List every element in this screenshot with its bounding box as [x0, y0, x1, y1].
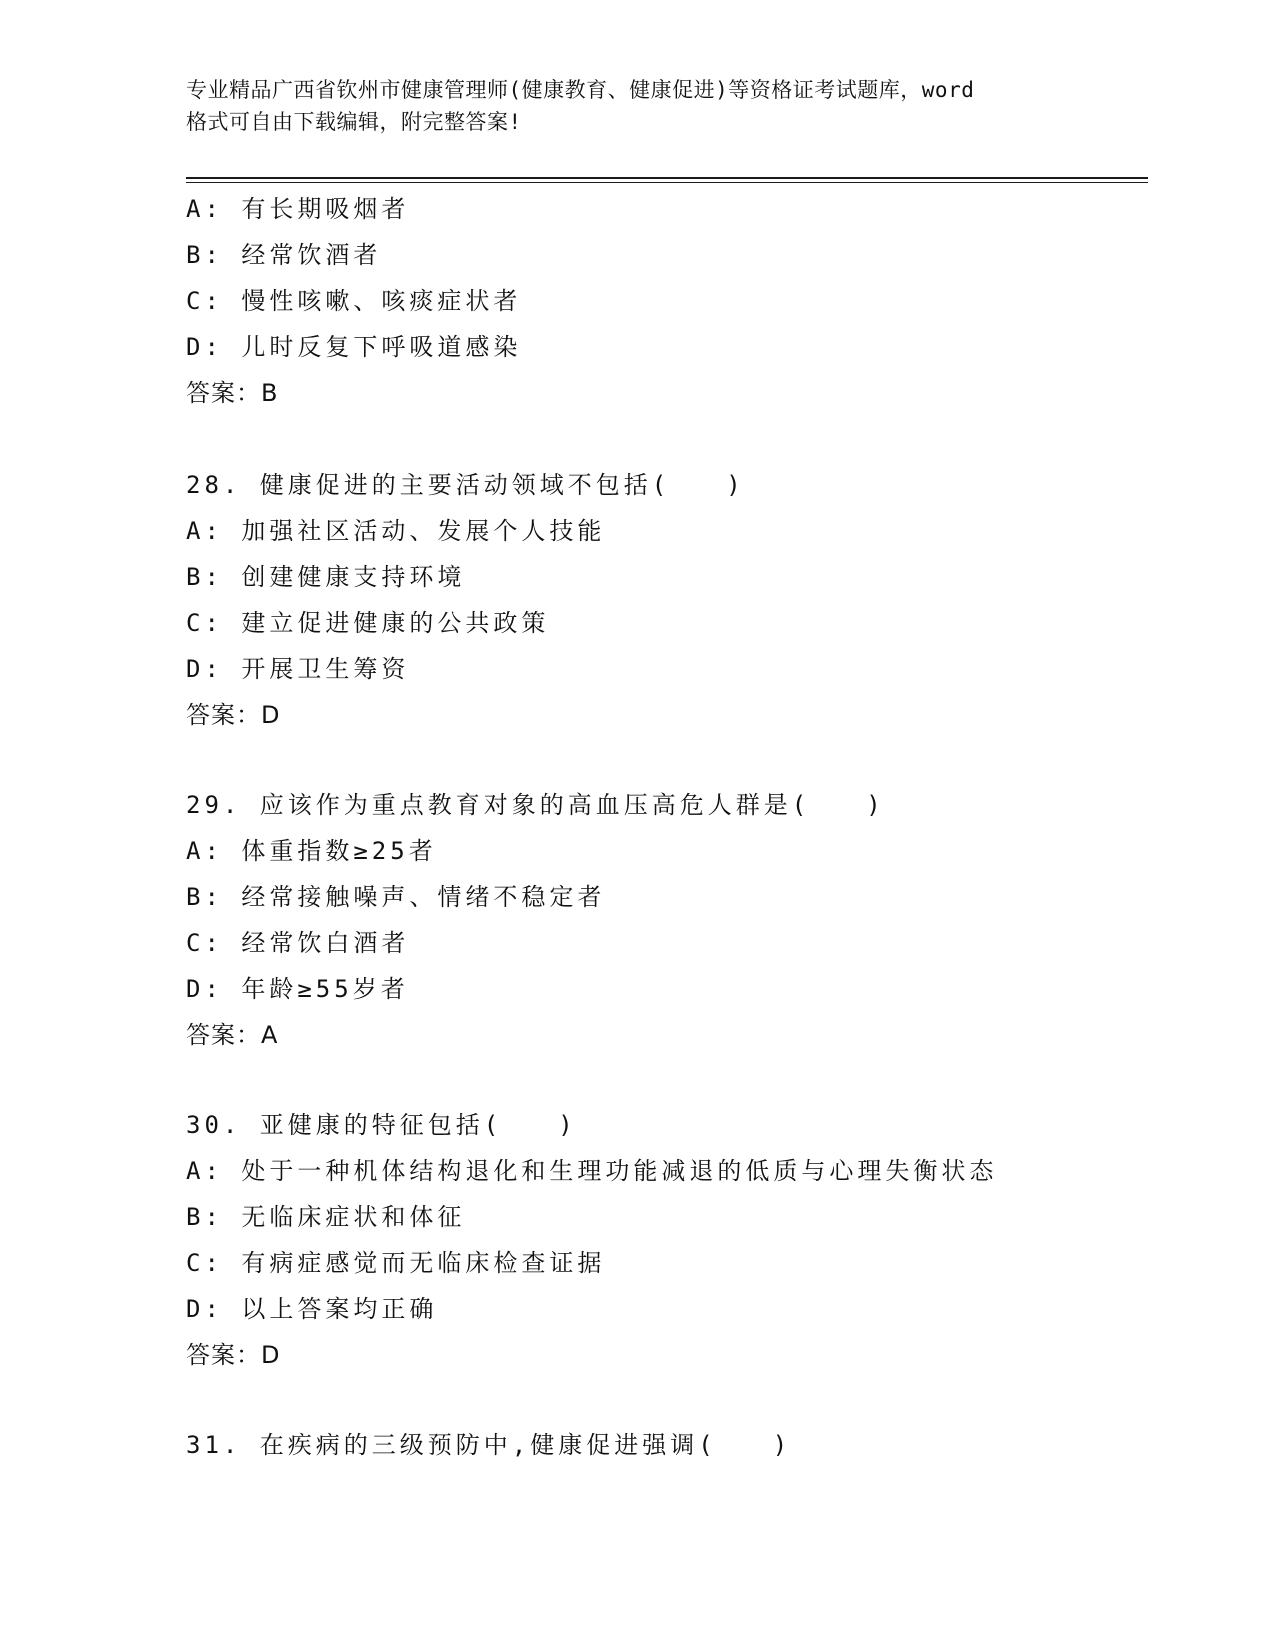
option-a: A: 有长期吸烟者	[186, 195, 410, 223]
header-rule-thin	[186, 182, 1148, 183]
option-d: D: 开展卫生筹资	[186, 655, 410, 683]
header-rule-thick	[186, 177, 1148, 179]
option-d: D: 儿时反复下呼吸道感染	[186, 333, 522, 361]
answer: 答案：A	[186, 1021, 279, 1049]
question-block-27	[186, 186, 1146, 416]
question-text: 30. 亚健康的特征包括( )	[186, 1111, 577, 1139]
option-c: C: 慢性咳嗽、咳痰症状者	[186, 287, 522, 315]
question-block-29	[186, 782, 1146, 1058]
option-d: D: 年龄≥55岁者	[186, 975, 409, 1003]
option-b: B: 创建健康支持环境	[186, 563, 466, 591]
question-text: 29. 应该作为重点教育对象的高血压高危人群是( )	[186, 791, 885, 819]
answer: 答案：D	[186, 1341, 281, 1369]
option-a: A: 处于一种机体结构退化和生理功能减退的低质与心理失衡状态	[186, 1157, 998, 1185]
question-block-28	[186, 462, 1146, 738]
header-line-1: 专业精品广西省钦州市健康管理师(健康教育、健康促进)等资格证考试题库，word	[186, 78, 975, 102]
option-b: B: 经常饮酒者	[186, 241, 382, 269]
document-header	[186, 74, 1106, 138]
option-c: C: 有病症感觉而无临床检查证据	[186, 1249, 606, 1277]
option-d: D: 以上答案均正确	[186, 1295, 438, 1323]
question-block-31	[186, 1422, 1146, 1468]
answer: 答案：D	[186, 701, 281, 729]
question-text: 31. 在疾病的三级预防中,健康促进强调( )	[186, 1431, 792, 1459]
header-line-2: 格式可自由下载编辑，附完整答案!	[186, 110, 522, 134]
answer: 答案：B	[186, 379, 279, 407]
option-c: C: 经常饮白酒者	[186, 929, 410, 957]
question-block-30	[186, 1102, 1146, 1378]
option-b: B: 无临床症状和体征	[186, 1203, 466, 1231]
question-text: 28. 健康促进的主要活动领域不包括( )	[186, 471, 745, 499]
option-a: A: 加强社区活动、发展个人技能	[186, 517, 606, 545]
option-c: C: 建立促进健康的公共政策	[186, 609, 550, 637]
option-b: B: 经常接触噪声、情绪不稳定者	[186, 883, 606, 911]
option-a: A: 体重指数≥25者	[186, 837, 437, 865]
